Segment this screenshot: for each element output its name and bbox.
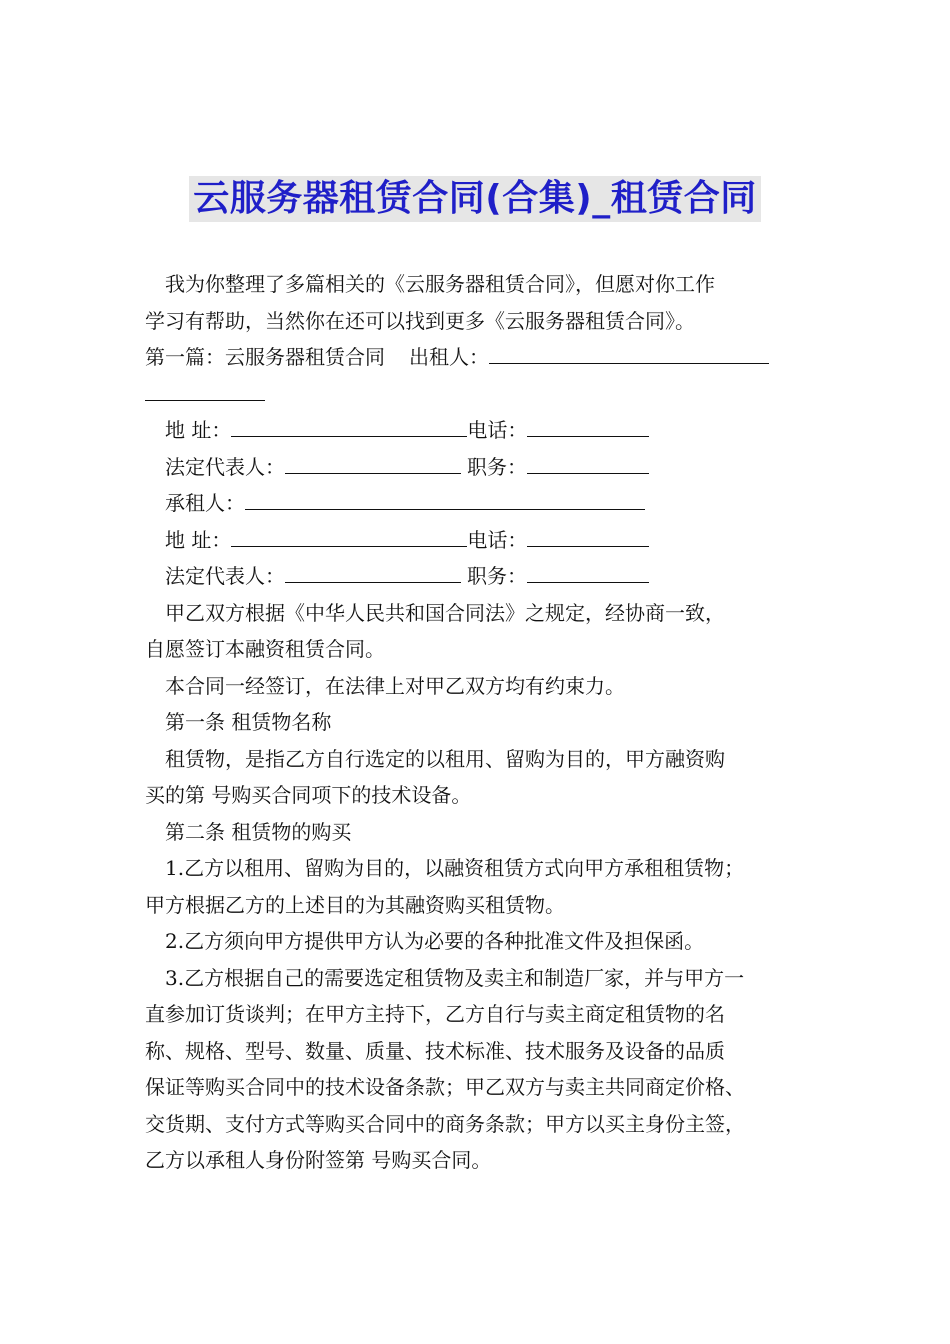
address-blank — [231, 524, 467, 547]
lessee-legal-rep-line — [145, 558, 810, 595]
legal-rep-blank — [285, 451, 461, 474]
legal-rep-label: 法定代表人： — [165, 564, 285, 588]
item3-line-5: 交货期、支付方式等购买合同中的商务条款；甲方以买主身份主签， — [145, 1111, 745, 1136]
item3-line-2: 直参加订货谈判；在甲方主持下，乙方自行与卖主商定租赁物的名 — [145, 1002, 725, 1026]
lessee-blank — [245, 487, 645, 510]
lessee-label: 承租人： — [165, 491, 245, 515]
lessor-legal-rep-line — [145, 449, 810, 486]
title-container — [0, 176, 950, 222]
intro-line-1: 我为你整理了多篇相关的《云服务器租赁合同》，但愿对你工作 — [165, 272, 715, 296]
article2-title: 第二条 租赁物的购买 — [165, 819, 352, 844]
address-label: 地 址： — [165, 418, 232, 442]
item3-line-1: 3.乙方根据自己的需要选定租赁物及卖主和制造厂家，并与甲方一 — [165, 965, 745, 990]
section1-heading: 第一篇：云服务器租赁合同 — [145, 345, 385, 369]
basis-line-2: 自愿签订本融资租赁合同。 — [145, 637, 385, 661]
article1-title: 第一条 租赁物名称 — [165, 710, 332, 734]
position-label: 职务： — [467, 564, 527, 588]
phone-blank — [527, 414, 649, 437]
phone-label: 电话： — [467, 527, 528, 552]
item3-line-3: 称、规格、型号、数量、质量、技术标准、技术服务及设备的品质 — [145, 1038, 725, 1063]
address-label: 地 址： — [165, 527, 232, 552]
article1-line-2: 买的第 号购买合同项下的技术设备。 — [145, 783, 472, 807]
lessor-address-line — [145, 412, 810, 449]
item1-line-1: 1.乙方以租用、留购为目的，以融资租赁方式向甲方承租租赁物； — [165, 856, 745, 880]
legal-rep-blank — [285, 560, 461, 583]
section1-line — [145, 339, 810, 376]
phone-blank — [527, 524, 649, 547]
article1-line-1: 租赁物，是指乙方自行选定的以租用、留购为目的，甲方融资购 — [165, 746, 725, 771]
document-title: 云服务器租赁合同(合集)_租赁合同 — [189, 176, 760, 222]
item3-line-6: 乙方以承租人身份附签第 号购买合同。 — [145, 1148, 492, 1172]
phone-label: 电话： — [467, 418, 528, 442]
intro-line-2: 学习有帮助，当然你在还可以找到更多《云服务器租赁合同》。 — [145, 308, 695, 333]
item2-line-1: 2.乙方须向甲方提供甲方认为必要的各种批准文件及担保函。 — [165, 929, 705, 953]
legal-rep-label: 法定代表人： — [165, 454, 285, 479]
basis-line-1: 甲乙双方根据《中华人民共和国合同法》之规定，经协商一致， — [165, 600, 725, 625]
address-blank — [231, 414, 467, 437]
item3-line-4: 保证等购买合同中的技术设备条款；甲乙双方与卖主共同商定价格、 — [145, 1075, 745, 1099]
position-blank — [527, 560, 649, 583]
lessee-address-line — [145, 522, 810, 559]
position-blank — [527, 451, 649, 474]
binding-paragraph: 本合同一经签订，在法律上对甲乙双方均有约束力。 — [165, 673, 625, 698]
document-body — [145, 266, 810, 1179]
lessor-blank-continued — [145, 378, 265, 401]
lessor-blank — [489, 341, 769, 364]
lessee-line — [145, 485, 810, 522]
position-label: 职务： — [467, 454, 527, 479]
lessor-blank-continued-line — [145, 376, 810, 413]
item1-line-2: 甲方根据乙方的上述目的为其融资购买租赁物。 — [145, 892, 565, 917]
lessor-label: 出租人： — [409, 345, 489, 369]
